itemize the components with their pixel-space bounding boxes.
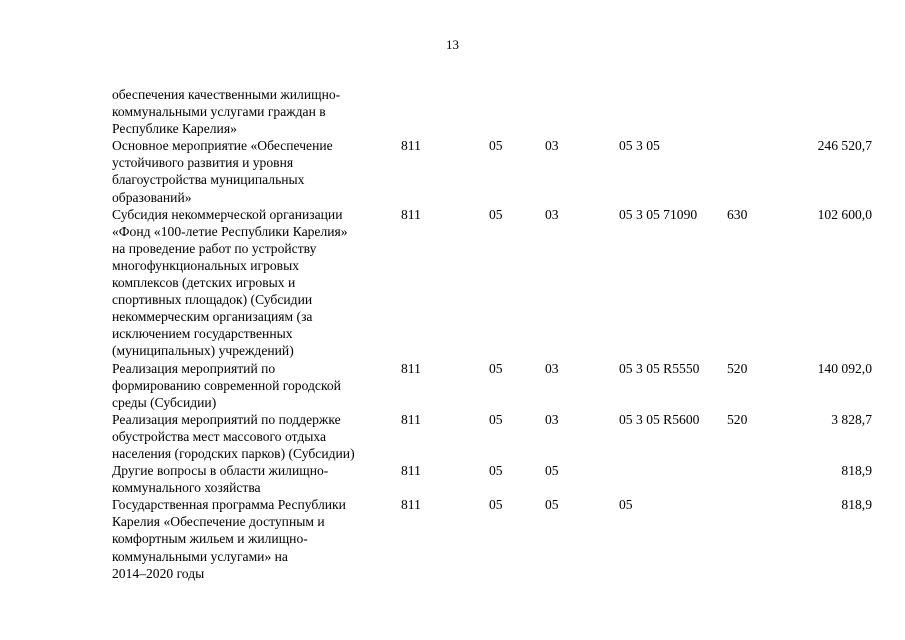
table-row	[0, 496, 905, 581]
row-ministry-code: 811	[401, 497, 421, 513]
table-row	[0, 137, 905, 205]
row-expense-type: 520	[727, 411, 748, 427]
row-name: Субсидия некоммерческой организации «Фонд «100-летие Республики Карелия» на проведение работ по устройству многофункциональных игровых комплексов (детских игровых и спортивных площадок) (Субсидии некоммерческим организациям (за исключением государственных (муниципальных) учреждений)	[112, 206, 348, 359]
row-name: Другие вопросы в области жилищно- коммунального хозяйства	[112, 463, 329, 496]
row-target-code: 05	[619, 497, 633, 513]
row-amount: 140 092,0	[817, 360, 872, 376]
budget-table	[0, 86, 905, 582]
row-subsection-code: 05	[545, 497, 559, 513]
row-expense-type: 520	[727, 360, 748, 376]
row-subsection-code: 03	[545, 138, 559, 154]
row-section-code: 05	[489, 360, 503, 376]
table-row	[0, 462, 905, 496]
row-amount: 102 600,0	[817, 206, 872, 222]
row-amount: 818,9	[841, 463, 872, 479]
row-amount: 3 828,7	[831, 411, 872, 427]
table-row	[0, 206, 905, 360]
row-target-code: 05 3 05 71090	[619, 206, 698, 222]
row-name: Государственная программа Республики Карелия «Обеспечение доступным и комфортным жильем и жилищно- коммунальными услугами» на 2014–2020 годы	[112, 497, 346, 581]
row-section-code: 05	[489, 411, 503, 427]
row-amount: 818,9	[841, 497, 872, 513]
row-ministry-code: 811	[401, 138, 421, 154]
row-expense-type: 630	[727, 206, 748, 222]
row-target-code: 05 3 05 R5550	[619, 360, 700, 376]
row-section-code: 05	[489, 463, 503, 479]
row-section-code: 05	[489, 497, 503, 513]
page-number: 13	[446, 37, 459, 52]
row-target-code: 05 3 05	[619, 138, 660, 154]
row-name: Основное мероприятие «Обеспечение устойчивого развития и уровня благоустройства муниципальных образований»	[112, 138, 333, 205]
table-row	[0, 411, 905, 462]
row-name: Реализация мероприятий по формированию современной городской среды (Субсидии)	[112, 360, 341, 410]
row-subsection-code: 05	[545, 463, 559, 479]
row-name: обеспечения качественными жилищно- коммунальными услугами граждан в Республике Карелия»	[112, 87, 341, 137]
row-section-code: 05	[489, 206, 503, 222]
row-amount: 246 520,7	[817, 138, 872, 154]
table-row	[0, 86, 905, 137]
row-subsection-code: 03	[545, 360, 559, 376]
row-ministry-code: 811	[401, 411, 421, 427]
table-row	[0, 360, 905, 411]
row-subsection-code: 03	[545, 411, 559, 427]
row-ministry-code: 811	[401, 206, 421, 222]
row-ministry-code: 811	[401, 463, 421, 479]
row-section-code: 05	[489, 138, 503, 154]
row-subsection-code: 03	[545, 206, 559, 222]
row-name: Реализация мероприятий по поддержке обустройства мест массового отдыха населения (городских парков) (Субсидии)	[112, 411, 355, 461]
row-ministry-code: 811	[401, 360, 421, 376]
row-target-code: 05 3 05 R5600	[619, 411, 700, 427]
